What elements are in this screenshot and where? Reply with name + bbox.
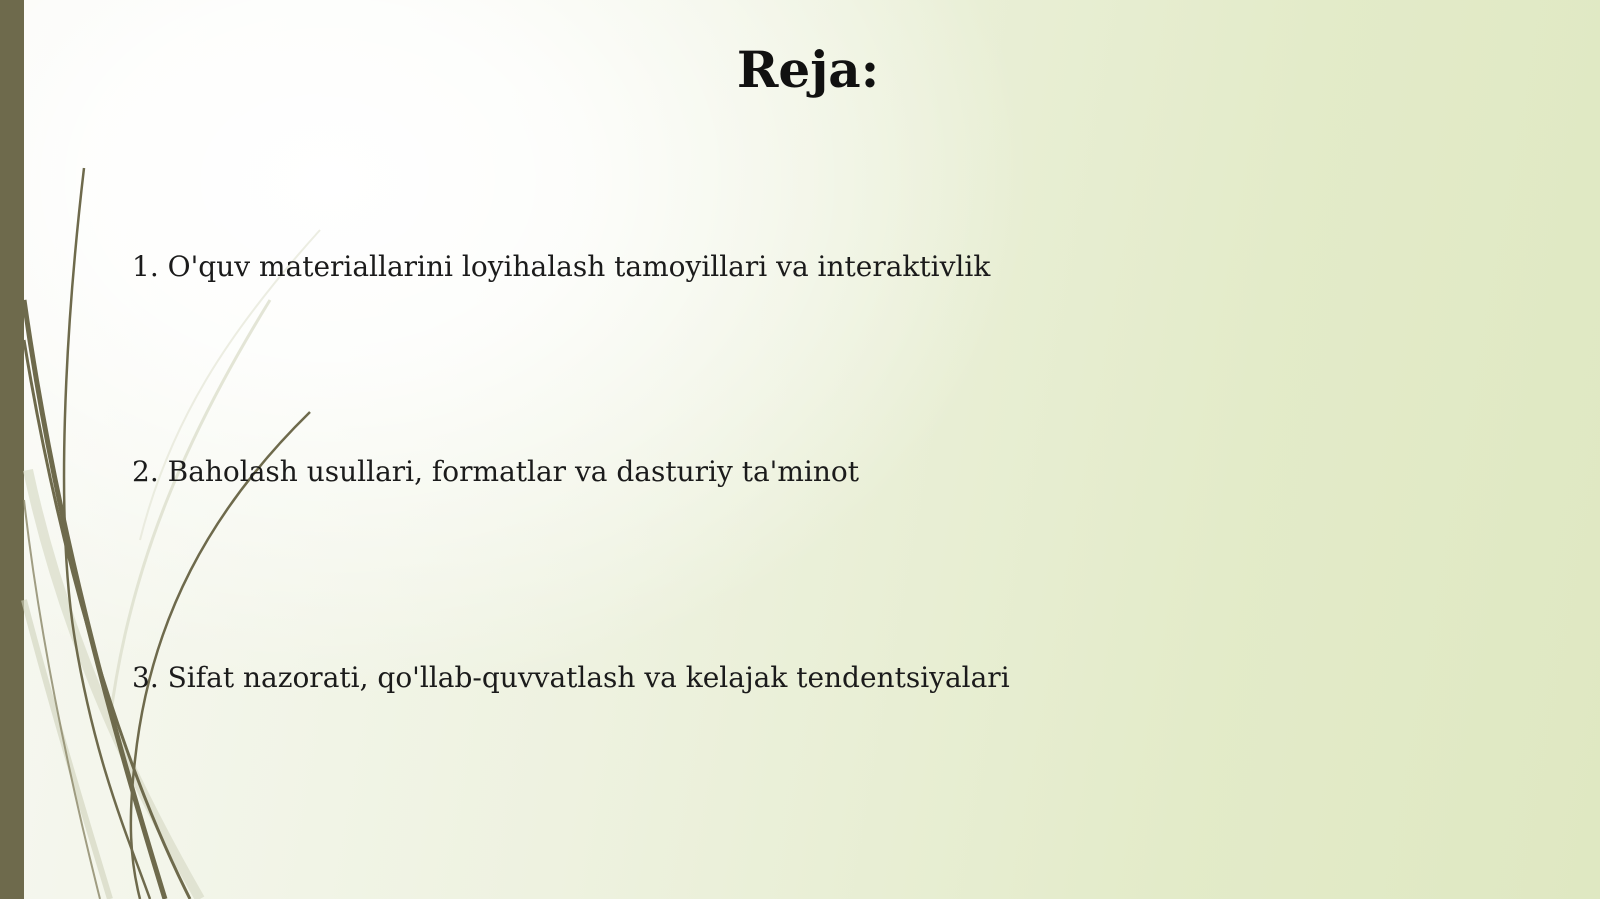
slide-title: Reja: xyxy=(736,40,880,99)
plan-item-number: 3. xyxy=(132,661,159,694)
plan-item-2 xyxy=(132,455,859,488)
plan-item-3 xyxy=(132,661,1010,694)
plan-item-number: 1. xyxy=(132,250,159,283)
plan-item-text: Sifat nazorati, qo'llab-quvvatlash va kelajak tendentsiyalari xyxy=(167,661,1010,694)
plan-item-1 xyxy=(132,250,990,283)
plan-item-number: 2. xyxy=(132,455,159,488)
plan-item-text: O'quv materiallarini loyihalash tamoyillari va interaktivlik xyxy=(167,250,991,283)
plan-item-text: Baholash usullari, formatlar va dasturiy ta'minot xyxy=(167,455,859,488)
